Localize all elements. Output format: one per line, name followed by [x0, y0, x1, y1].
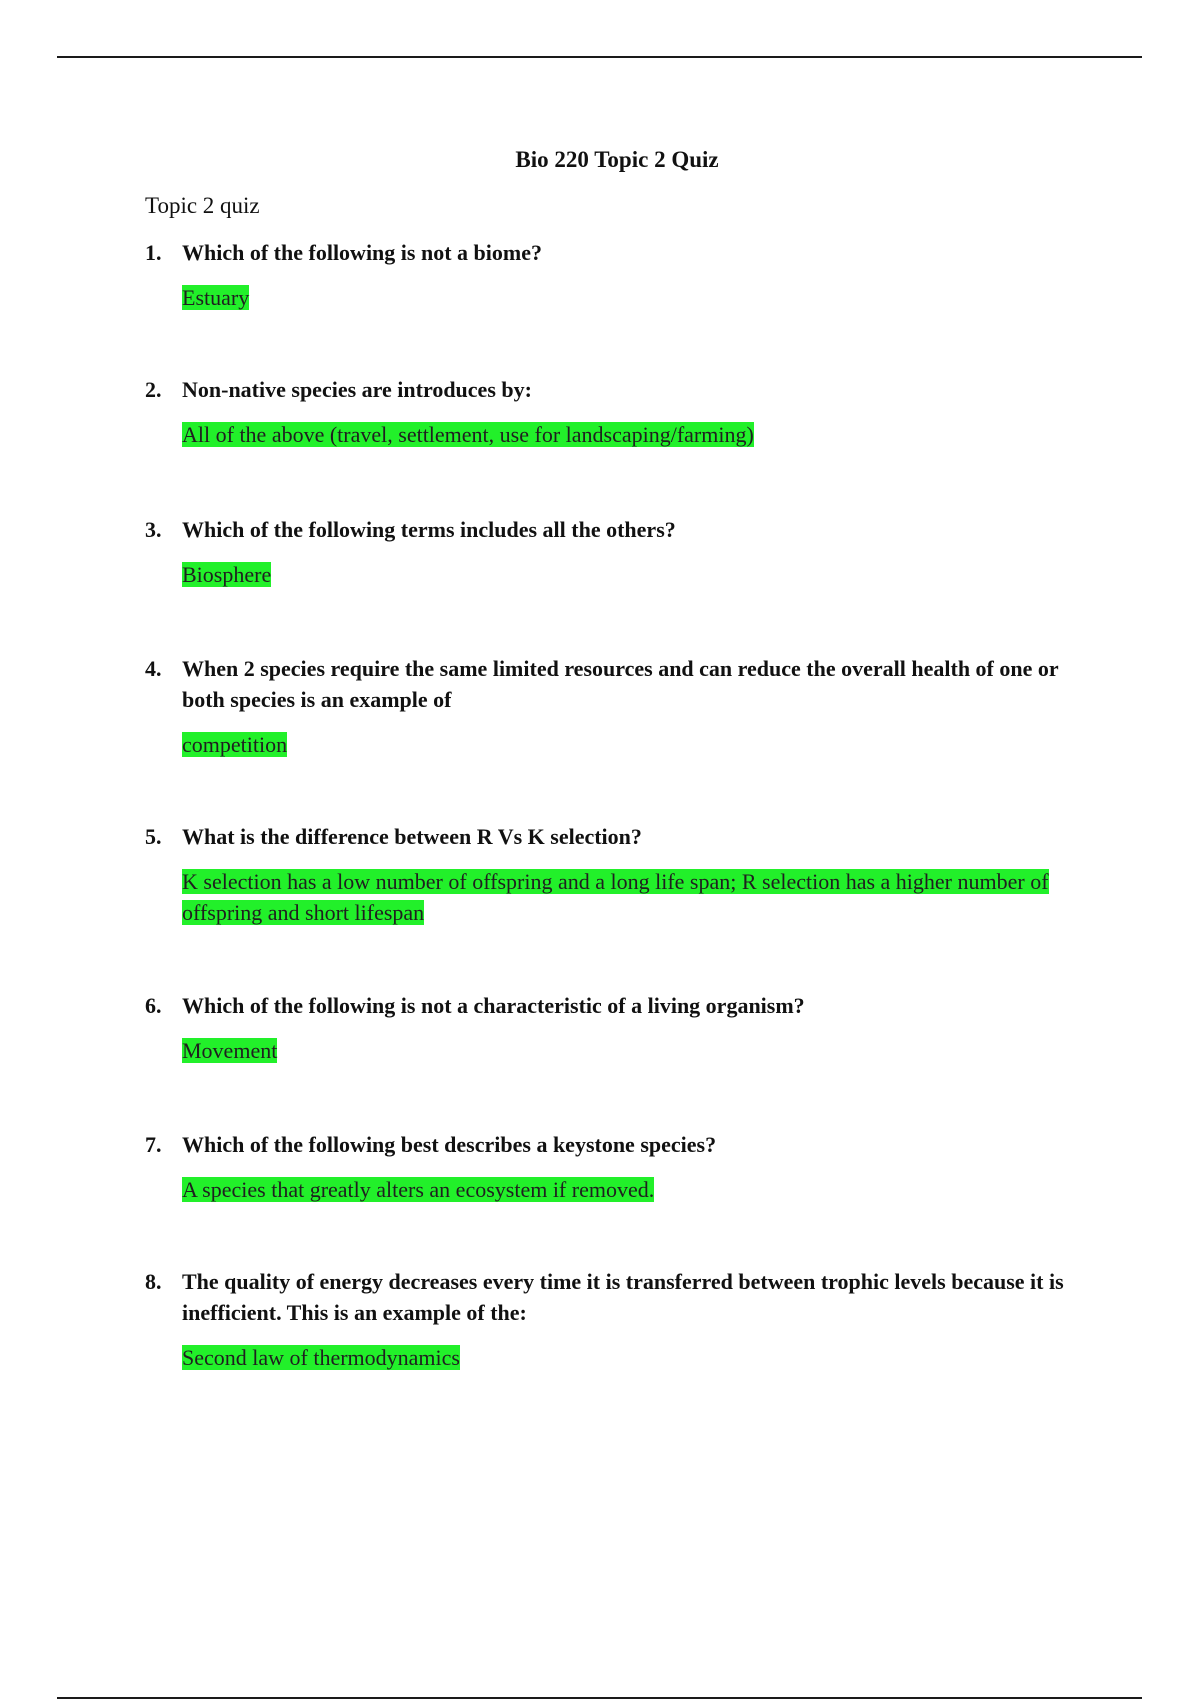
- question-text: Non-native species are introduces by:: [182, 377, 532, 402]
- answer-text: Biosphere: [182, 562, 272, 587]
- question-item: [145, 990, 1085, 1066]
- answer-text: Movement: [182, 1038, 278, 1063]
- question-text: When 2 species require the same limited resources and can reduce the overall health of one or both species is an example of: [182, 656, 1059, 712]
- answer-highlight: [182, 419, 1085, 450]
- question-text: Which of the following is not a biome?: [182, 240, 542, 265]
- question-item: [145, 1266, 1085, 1373]
- answer-text: All of the above (travel, settlement, use for landscaping/farming): [182, 422, 754, 447]
- question-number: 6.: [145, 993, 162, 1018]
- question-item: [145, 237, 1085, 313]
- answer-highlight: [182, 1174, 1085, 1205]
- answer-text: Second law of thermodynamics: [182, 1345, 460, 1370]
- question-number: 1.: [145, 240, 162, 265]
- answer-highlight: [182, 559, 1085, 590]
- answer-text: A species that greatly alters an ecosystem if removed.: [182, 1177, 655, 1202]
- answer-highlight: [182, 1342, 1085, 1373]
- answer-text: Estuary: [182, 285, 250, 310]
- question-number: 3.: [145, 517, 162, 542]
- question-item: [145, 1129, 1085, 1205]
- question-number: 4.: [145, 656, 162, 681]
- question-number: 8.: [145, 1269, 162, 1294]
- answer-highlight: [182, 1035, 1085, 1066]
- answer-text: K selection has a low number of offspring and a long life span; R selection has a higher number of offspring and short lifespan: [182, 869, 1049, 925]
- question-number: 5.: [145, 824, 162, 849]
- question-item: [145, 374, 1085, 450]
- answer-highlight: [182, 729, 1085, 760]
- answer-highlight: [182, 866, 1085, 928]
- answer-highlight: [182, 282, 1085, 313]
- document-title: Bio 220 Topic 2 Quiz: [515, 147, 719, 172]
- bottom-rule: [57, 1697, 1142, 1699]
- question-number: 7.: [145, 1132, 162, 1157]
- question-text: Which of the following terms includes all the others?: [182, 517, 676, 542]
- document-subtitle: Topic 2 quiz: [145, 193, 260, 218]
- answer-text: competition: [182, 732, 288, 757]
- question-text: Which of the following is not a characteristic of a living organism?: [182, 993, 805, 1018]
- top-rule: [57, 56, 1142, 58]
- question-item: [145, 653, 1085, 760]
- question-item: [145, 821, 1085, 928]
- question-text: The quality of energy decreases every time it is transferred between trophic levels because it is inefficient. This is an example of the:: [182, 1269, 1064, 1325]
- question-number: 2.: [145, 377, 162, 402]
- question-text: Which of the following best describes a keystone species?: [182, 1132, 717, 1157]
- question-text: What is the difference between R Vs K selection?: [182, 824, 642, 849]
- question-item: [145, 514, 1085, 590]
